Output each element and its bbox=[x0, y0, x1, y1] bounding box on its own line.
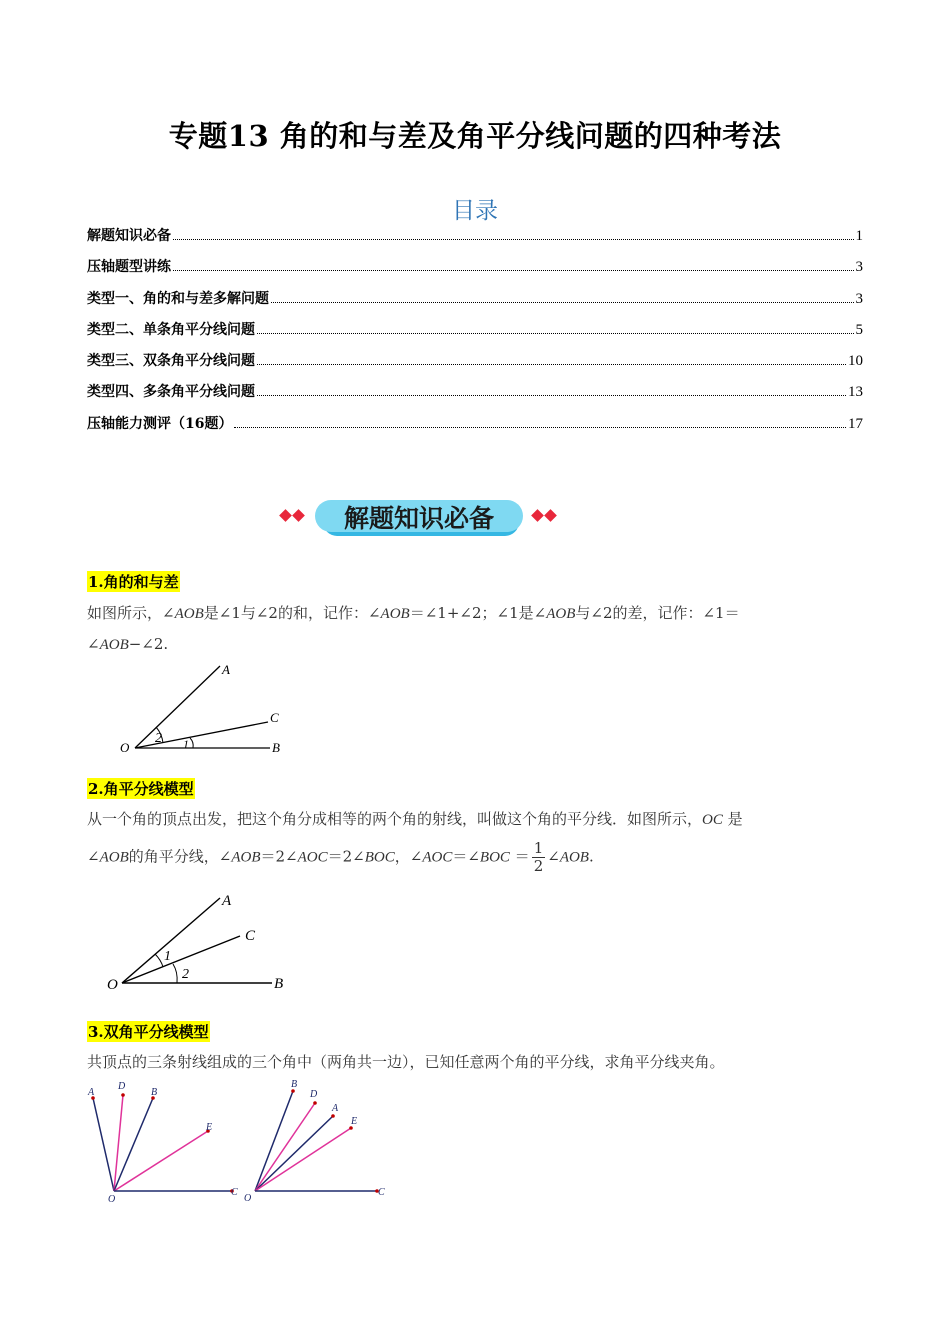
text-run: ，∠ bbox=[394, 847, 423, 866]
angle-arc bbox=[190, 738, 193, 748]
toc-item-label: 类型三、双条角平分线问题 bbox=[87, 353, 255, 370]
math-var: OC bbox=[702, 812, 723, 828]
math-var: AOB bbox=[174, 606, 204, 622]
label-d: D bbox=[310, 1089, 318, 1100]
toc-item[interactable] bbox=[87, 288, 863, 319]
text-run: 与∠2的差，记作：∠1＝ bbox=[575, 604, 740, 622]
math-var: AOB bbox=[559, 849, 589, 866]
toc-item-page: 10 bbox=[848, 353, 863, 370]
ray-oa bbox=[93, 1098, 114, 1191]
toc-item-page: 5 bbox=[855, 321, 863, 338]
toc-leader bbox=[173, 270, 854, 271]
label-a: A bbox=[332, 1103, 339, 1114]
toc-item[interactable] bbox=[87, 350, 863, 381]
label-c: C bbox=[378, 1187, 385, 1198]
toc-item-label: 压轴题型讲练 bbox=[87, 259, 171, 276]
ray-oe bbox=[114, 1131, 208, 1191]
diamond-icon bbox=[544, 509, 557, 522]
toc-leader bbox=[271, 302, 854, 303]
diamond-icon bbox=[279, 509, 292, 522]
section-banner bbox=[275, 494, 565, 542]
label-angle-2: 2 bbox=[155, 731, 162, 746]
point-d bbox=[121, 1093, 125, 1097]
ray-od bbox=[114, 1095, 123, 1191]
toc-item-page: 17 bbox=[848, 415, 863, 432]
toc-item[interactable] bbox=[87, 413, 863, 444]
text-run: . bbox=[588, 847, 594, 866]
toc-leader bbox=[173, 239, 854, 240]
ray-oe bbox=[255, 1128, 351, 1191]
math-var: BOC bbox=[364, 849, 395, 866]
label-c: C bbox=[270, 710, 279, 725]
figure-double-bisector-b bbox=[235, 1076, 395, 1206]
toc-item-label: 类型二、单条角平分线问题 bbox=[87, 321, 255, 338]
label-e: E bbox=[351, 1116, 358, 1127]
text-run: 如图所示，∠ bbox=[87, 604, 175, 622]
label-b: B bbox=[291, 1079, 298, 1090]
label-b: B bbox=[272, 740, 280, 755]
section-1-text bbox=[87, 598, 863, 660]
text-run: ＝2∠ bbox=[260, 847, 298, 866]
text-run: 的角平分线，∠ bbox=[128, 847, 232, 866]
banner-text: 解题知识必备 bbox=[343, 504, 494, 533]
label-a: A bbox=[88, 1087, 95, 1098]
figure-double-bisector-a bbox=[80, 1076, 250, 1206]
toc-leader bbox=[257, 395, 846, 396]
text-run: ＝2∠ bbox=[327, 847, 365, 866]
toc-item[interactable] bbox=[87, 381, 863, 412]
point-a bbox=[331, 1114, 335, 1118]
toc-item-label: 压轴能力测评（16题） bbox=[87, 415, 233, 432]
ray-oa bbox=[135, 666, 220, 748]
label-angle-1: 1 bbox=[164, 949, 171, 964]
toc-leader bbox=[257, 364, 846, 365]
math-var: AOB bbox=[380, 606, 410, 622]
ray-ob bbox=[114, 1098, 153, 1191]
point-d bbox=[313, 1101, 317, 1105]
label-o: O bbox=[120, 740, 130, 755]
figure-angle-bisector bbox=[100, 888, 300, 998]
toc-item-page: 3 bbox=[855, 259, 863, 276]
text-run: ＝∠1+∠2；∠1是∠ bbox=[409, 604, 547, 622]
text-line bbox=[87, 598, 863, 629]
toc-item[interactable] bbox=[87, 256, 863, 287]
ray-oc bbox=[122, 936, 240, 983]
ray-oa bbox=[122, 898, 220, 983]
text-run: 是 bbox=[727, 810, 743, 828]
table-of-contents bbox=[87, 225, 863, 444]
label-o: O bbox=[107, 977, 118, 993]
text-line bbox=[87, 840, 863, 875]
toc-heading: 目录 bbox=[452, 198, 498, 224]
document-title: 专题13 角的和与差及角平分线问题的四种考法 bbox=[168, 119, 782, 153]
text-run: ∠ bbox=[87, 635, 100, 653]
math-var: AOB bbox=[99, 637, 129, 653]
ray-oa bbox=[255, 1116, 333, 1191]
label-a: A bbox=[222, 893, 232, 909]
angle-arc bbox=[155, 954, 163, 967]
label-c: C bbox=[245, 928, 256, 944]
toc-leader bbox=[234, 427, 846, 428]
text-line bbox=[87, 629, 863, 660]
toc-item-label: 类型四、多条角平分线问题 bbox=[87, 384, 255, 401]
math-var: AOB bbox=[546, 606, 576, 622]
toc-leader bbox=[257, 333, 854, 334]
diamond-icon bbox=[292, 509, 305, 522]
text-run: 是∠1与∠2的和，记作：∠ bbox=[203, 604, 381, 622]
math-var: BOC bbox=[479, 849, 510, 866]
text-run: −∠2. bbox=[128, 635, 169, 653]
toc-item-label: 类型一、角的和与差多解问题 bbox=[87, 290, 269, 307]
fraction-half bbox=[532, 840, 546, 875]
label-c: C bbox=[231, 1187, 238, 1198]
toc-item[interactable] bbox=[87, 225, 863, 256]
section-heading-1: 1.角的和与差 bbox=[88, 573, 179, 591]
toc-item[interactable] bbox=[87, 319, 863, 350]
section-heading-3: 3.双角平分线模型 bbox=[88, 1023, 209, 1041]
toc-item-page: 3 bbox=[855, 290, 863, 307]
toc-item-page: 1 bbox=[855, 228, 863, 244]
angle-arc bbox=[173, 964, 177, 983]
ray-ob bbox=[255, 1091, 293, 1191]
text-run: ∠ bbox=[547, 847, 560, 866]
label-d: D bbox=[118, 1081, 126, 1092]
section-heading-2: 2.角平分线模型 bbox=[88, 780, 194, 798]
text-run: 从一个角的顶点出发，把这个角分成相等的两个角的射线，叫做这个角的平分线．如图所示， bbox=[87, 810, 703, 828]
math-var: AOC bbox=[297, 849, 328, 866]
text-run: ＝ bbox=[509, 847, 530, 866]
fraction-denominator: 2 bbox=[533, 857, 544, 875]
section-2-text bbox=[87, 803, 863, 875]
label-b: B bbox=[151, 1087, 158, 1098]
label-a: A bbox=[222, 662, 230, 677]
text-run: ＝∠ bbox=[452, 847, 480, 866]
label-e: E bbox=[206, 1122, 213, 1133]
section-3-text: 共顶点的三条射线组成的三个角中（两角共一边），已知任意两个角的平分线，求角平分线夹角。 bbox=[87, 1053, 725, 1071]
diamond-icon bbox=[531, 509, 544, 522]
label-o: O bbox=[108, 1194, 116, 1205]
toc-item-page: 13 bbox=[848, 384, 863, 401]
text-line bbox=[87, 803, 863, 836]
label-angle-1: 1 bbox=[183, 737, 189, 751]
math-var: AOC bbox=[422, 849, 453, 866]
ray-od bbox=[255, 1103, 315, 1191]
label-angle-2: 2 bbox=[182, 967, 189, 982]
fraction-numerator: 1 bbox=[533, 839, 544, 857]
label-o: O bbox=[244, 1193, 252, 1204]
toc-item-label: 解题知识必备 bbox=[87, 228, 171, 244]
math-var: AOB bbox=[99, 849, 129, 866]
text-run: ∠ bbox=[87, 847, 100, 866]
figure-angle-sum bbox=[110, 660, 300, 760]
math-var: AOB bbox=[231, 849, 261, 866]
label-b: B bbox=[274, 976, 284, 992]
